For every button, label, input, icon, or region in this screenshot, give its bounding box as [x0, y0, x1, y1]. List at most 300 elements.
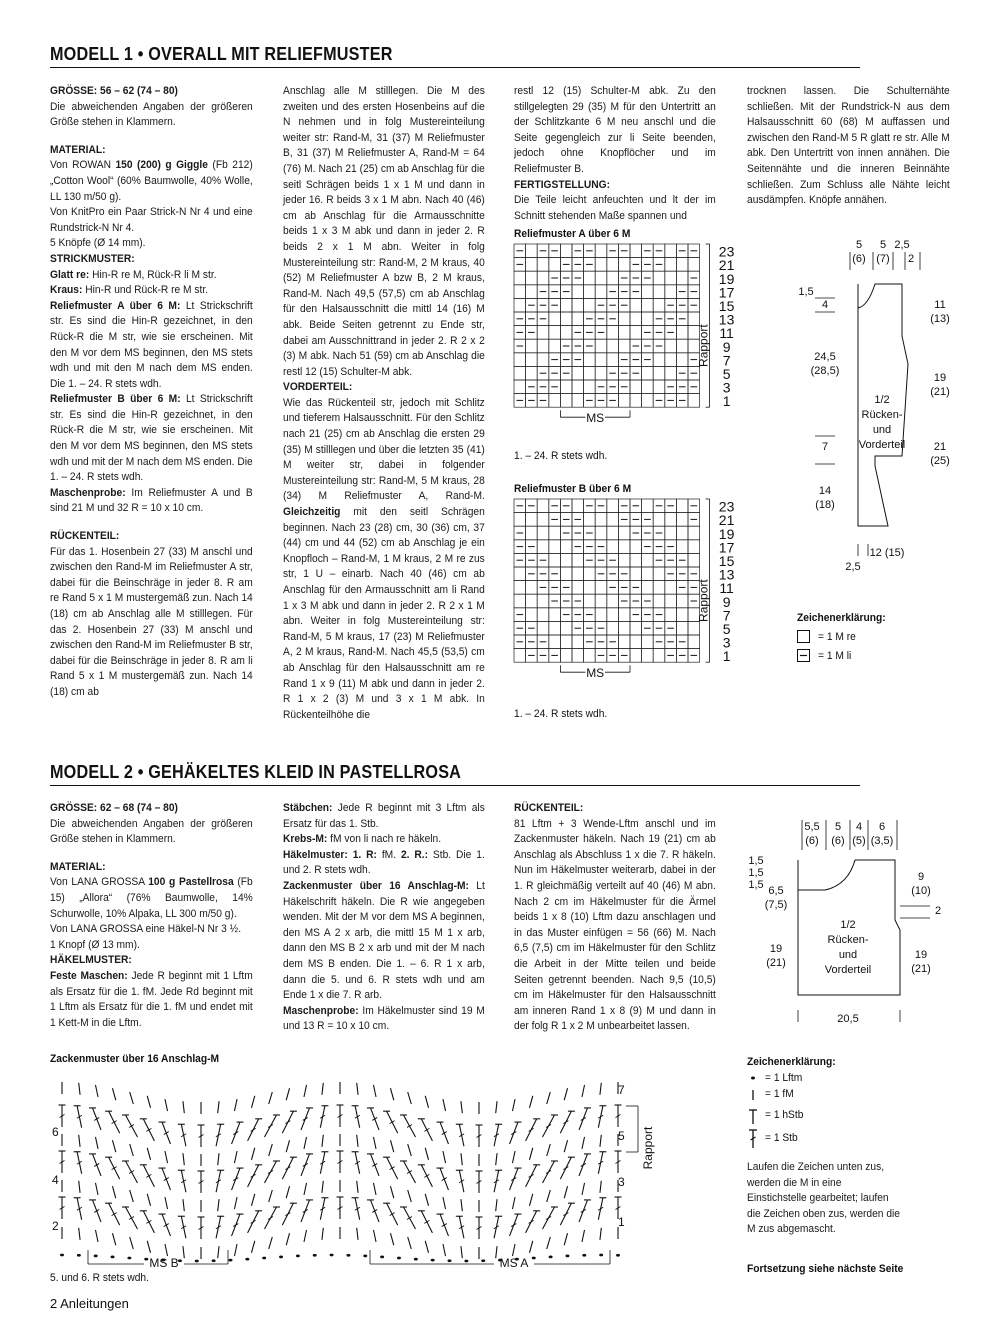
- text: Hin-R und Rück-R re M str.: [82, 284, 209, 297]
- sc-stitch: [218, 1199, 219, 1211]
- row-number: 11: [719, 325, 734, 342]
- text: 1 Knopf (Ø 13 mm).: [50, 938, 140, 951]
- paragraph: [747, 84, 950, 209]
- sc-stitch: [269, 1144, 273, 1156]
- text: Im Häkelmuster sind 19 M und 13 R = 10 x 10 cm.: [283, 1004, 485, 1033]
- paragraph: [50, 545, 253, 701]
- ms-a-label: MS A: [499, 1256, 529, 1270]
- chart-cell: [665, 244, 677, 258]
- paragraph: [283, 801, 485, 832]
- text: mit den seitl Schrägen beginnen. Nach 23 (28) cm, 30 (36) cm, 37 (44) cm und 44 (52) cm ab Anschlag je ein Knopfloch – Rand-M, 1 M kraus, 2 M re zus str, 1 U – einarb. Nach 40 (46) cm ab Anschlag für den Armausschnitt am li Rand 1 x 3 M abk und dann in jeder 2. R 2 x 1 M abn. Weiter in folg Mustereinteilung str: Rand-M, 5 M kraus, 17 (23) M Reliefmuster A, 2 M kraus, Rand-M. Nach 45,5 (53,5) cm ab Anschlag für den Halsausschnitt am re Rand 1 x 9 (11) M abk und dann in jeder 2. R 1 x 2 (3) M und 3 x 1 M abk. In Rückenteilhöhe die: [283, 506, 485, 721]
- chart-cell: [665, 339, 677, 353]
- bold-text: Maschenprobe:: [50, 486, 126, 499]
- text: restl 12 (15) Schulter-M abk. Zu den stillgelegten 29 (35) M für den Untertritt an der Schlitzkante 6 M neu anschl und die Seite gegengleich zur li Seite beenden, jedoch ohne Knopflöcher und im Reliefmuster B.: [514, 85, 716, 175]
- paragraph: [50, 922, 253, 938]
- ms-b-label: MS B: [149, 1256, 179, 1270]
- chart-cell: [560, 635, 572, 649]
- chart-cell: [607, 540, 619, 554]
- chart-cell: [526, 608, 538, 622]
- sc-stitch: [304, 1230, 307, 1242]
- dim-label: 4: [855, 821, 863, 833]
- row-number: 13: [718, 311, 735, 328]
- chart-cell: [514, 594, 526, 608]
- sc-stitch: [322, 1181, 323, 1193]
- chart-cell: [642, 567, 654, 581]
- chart-cell: [595, 339, 607, 353]
- chart-cell: [688, 258, 700, 272]
- chart-cell: [653, 380, 665, 394]
- paragraph: [50, 84, 253, 100]
- chart-cell: [560, 394, 572, 408]
- sc-stitch: [147, 1148, 150, 1160]
- chart-cell: [688, 312, 700, 326]
- modell2-column-3: [514, 801, 716, 1035]
- sc-stitch: [234, 1151, 237, 1163]
- chart-cell: [653, 366, 665, 380]
- chain-stitch: [431, 1259, 435, 1262]
- chart-cell: [688, 394, 700, 408]
- chart-cell: [526, 285, 538, 299]
- sc-stitch: [600, 1083, 601, 1095]
- row-number: 15: [718, 553, 735, 569]
- row-number-left: 4: [52, 1173, 59, 1187]
- legend1-symbols: [797, 630, 811, 664]
- sc-stitch: [512, 1099, 515, 1111]
- sc-stitch: [564, 1233, 567, 1245]
- chain-stitch: [212, 1259, 216, 1262]
- text: (Fb 15) „Allora“ (76% Baumwolle, 14% Schurwolle, 10% Alpaka, LL 300 m/50 g).: [50, 876, 253, 920]
- chart-cell: [618, 326, 630, 340]
- paragraph: [514, 84, 716, 178]
- chain-stitch: [228, 1259, 232, 1262]
- text: Hin-R re M, Rück-R li M str.: [89, 268, 217, 281]
- chart-cell: [642, 499, 654, 513]
- chain-stitch: [599, 1254, 603, 1257]
- dim-label: 21: [933, 441, 947, 453]
- text: 81 Lftm + 3 Wende-Lftm anschl und im Zackenmuster häkeln. Nach 19 (21) cm ab Anschlag als Abschluss 1 x die 7. R häkeln. Nun im Häkelmuster weiterarb, dabei in der 1. R gleichmäßig verteilt auf 40 (46) M abn. Nach 2 cm im Häkelmuster für die Ärmel beids 1 x 8 (10) Lftm dazu anschlagen und in das Muster einfügen = 56 (66) M. Nach 6,5 (7,5) cm im Häkelmuster für den Schlitz die Arbeit in der Mitte teilen und beide Seiten getrennt beenden. Nach 9,5 (10,5) cm im Häkelmuster für den Halsausschnitt am inneren Rand 1 x 8 (9) M und dann in der folg R 1 x 2 M unbearbeitet lassen.: [514, 817, 716, 1033]
- sc-stitch: [547, 1144, 551, 1156]
- chart-cell: [526, 581, 538, 595]
- sc-stitch: [183, 1199, 184, 1211]
- paragraph: [50, 283, 253, 299]
- bold-text: Stäbchen:: [283, 802, 333, 814]
- legend1-title: Zeichenerklärung:: [797, 612, 886, 624]
- chart-cell: [584, 594, 596, 608]
- chart-cell: [537, 540, 549, 554]
- text: Von LANA GROSSA: [50, 876, 149, 889]
- chain-stitch: [582, 1254, 586, 1257]
- chart-cell: [665, 271, 677, 285]
- chart-cell: [676, 339, 688, 353]
- chart-cell: [618, 540, 630, 554]
- sc-stitch: [286, 1088, 289, 1100]
- text: Wie das Rückenteil str, jedoch mit Schlitz und tieferem Halsausschnitt. Für den Schlitz nach 21 (25) cm ab Anschlag die ersten 29 (35) M stilllegen und über die letzten 35 (41) M weiter str, dabei in folgender Mustereinteilung str: Rand-M, 5 M kraus, 28 (34) M Reliefmuster A, Rand-M.: [283, 396, 485, 503]
- chain-stitch: [296, 1254, 300, 1257]
- chart-cell: [572, 499, 584, 513]
- chart-cell: [549, 526, 561, 540]
- paragraph: [283, 396, 485, 723]
- text: Anschlag alle M stilllegen. Die M des zweiten und des ersten Hosenbeins auf die N nehmen und in folg Mustereinteilung weiter str: Rand-M, 31 (37) M Reliefmuster B, 31 (37) M Reliefmuster A, Rand-M = 64 (76) M. Nach 21 (25) cm ab Anschlag für die seitl Schrägen beids 1 x 1 M und dann in jeder 16. R beids 3 x 1 M abn. Nach 40 (46) cm ab Anschlag für die Armausschnitte beids 1 x 3 M abk und dann in jeder 2. R beids 2 x 1 M abn. Weiter in folg Mustereinteilung str: Rand-M, 2 M kraus, 40 (52) M Reliefmuster A bzw B, 2 M kraus, Rand-M. Nach 49,5 (57,5) cm ab Anschlag für den Halsausschnitt die mittl 14 (16) M abk. Beide Seiten getrennt zu Ende str, dabei am Ausschnittrand in jeder 2. R 2 x 2 (3) M abk. Nach 51 (59) cm ab Anschlag die restl 12 (15) Schulter-M abk.: [283, 85, 485, 378]
- chain-stitch: [94, 1254, 98, 1257]
- sc-stitch: [443, 1197, 446, 1209]
- chart-cell: [676, 326, 688, 340]
- sc-stitch: [165, 1099, 168, 1111]
- paragraph: [50, 268, 253, 284]
- chain-stitch: [464, 1260, 468, 1263]
- chart-cell: [642, 312, 654, 326]
- paragraph: [283, 832, 485, 848]
- sc-stitch: [322, 1228, 323, 1240]
- chart-cell: [653, 513, 665, 527]
- chart-cell: [618, 312, 630, 326]
- dim-label: 2: [907, 253, 915, 265]
- chart-cell: [665, 608, 677, 622]
- center-label: Vorderteil: [858, 439, 906, 451]
- chart-cell: [526, 258, 538, 272]
- continue-note: Fortsetzung siehe nächste Seite: [747, 1263, 904, 1275]
- sc-stitch: [130, 1144, 134, 1156]
- chain-stitch: [363, 1254, 367, 1257]
- paragraph: [50, 938, 253, 954]
- dim-label: (18): [815, 499, 835, 511]
- chart-cell: [514, 567, 526, 581]
- sc-stitch: [461, 1101, 462, 1113]
- sc-stitch: [443, 1099, 446, 1111]
- crochet-note: 5. und 6. R stets wdh.: [50, 1272, 149, 1284]
- chart-cell: [514, 380, 526, 394]
- bold-text: Häkelmuster: 1. R:: [283, 848, 377, 861]
- text: Von LANA GROSSA eine Häkel-N Nr 3 ½.: [50, 923, 242, 936]
- chart-cell: [676, 526, 688, 540]
- paragraph: [50, 529, 253, 545]
- bold-text: Zackenmuster über 16 Anschlag-M:: [283, 879, 469, 892]
- chain-stitch: [127, 1257, 131, 1260]
- sc-stitch: [183, 1101, 184, 1113]
- sc-stitch: [496, 1153, 497, 1165]
- legend2-title: Zeichenerklärung:: [747, 1056, 836, 1068]
- chain-stitch: [245, 1258, 249, 1261]
- sc-stitch: [600, 1228, 601, 1240]
- chart-cell: [537, 513, 549, 527]
- dim-label: 2,5: [894, 239, 910, 251]
- dim-label: (3,5): [870, 835, 894, 847]
- chart-cell: [607, 353, 619, 367]
- chart-cell: [676, 594, 688, 608]
- sc-stitch: [600, 1135, 601, 1147]
- chain-stitch: [481, 1259, 485, 1262]
- chart-cell: [607, 258, 619, 272]
- sc-stitch: [112, 1186, 115, 1198]
- chart-cell: [642, 380, 654, 394]
- chart-cell: [514, 513, 526, 527]
- chart-cell: [526, 244, 538, 258]
- paragraph: [50, 860, 253, 876]
- chart-cell: [560, 540, 572, 554]
- sc-stitch: [147, 1194, 150, 1206]
- sc-stitch: [425, 1148, 428, 1160]
- chain-stitch: [330, 1254, 334, 1257]
- sc-stitch: [443, 1151, 446, 1163]
- sc-stitch: [165, 1151, 168, 1163]
- bold-text: MATERIAL:: [50, 860, 106, 873]
- sc-stitch: [357, 1181, 358, 1193]
- sc-stitch: [564, 1140, 567, 1152]
- sc-stitch: [390, 1088, 393, 1100]
- chart-cell: [584, 581, 596, 595]
- chart-cell: [595, 353, 607, 367]
- chart-cell: [618, 394, 630, 408]
- dim-label: (28,5): [810, 365, 840, 377]
- chart-cell: [549, 553, 561, 567]
- chart-cell: [688, 526, 700, 540]
- dim-label: 14: [818, 485, 832, 497]
- text: 5 Knöpfe (Ø 14 mm).: [50, 237, 146, 250]
- text: trocknen lassen. Die Schulternähte schließen. Mit der Rundstrick-N aus dem Halsausschnitt 60 (68) M auffassen und zwischen den Rand-M 5 R glatt re str. Alle M abk. Den Untertritt von innen annähen. Die Seitennähte und die inneren Beinnähte schließen. Zum Schluss alle Nähte leicht ausdämpfen. Knöpfe annähen.: [747, 85, 950, 207]
- sc-stitch: [461, 1199, 462, 1211]
- chart-cell: [688, 540, 700, 554]
- dim-label: 2,5: [845, 561, 861, 573]
- text: Lt Häkelschrift häkeln. Die R wie angegeben wenden. Mit der M vor dem MS A beginnen, den MS A 2 x arb, die mittl 15 M 1 x arb, dann den MS B 2 x arb und mit der M nach dem MS B enden. Die 1. – 6. R 1 x arb, dann die 5. und 6. R stets wdh und am Ende 1 x die 7. R arb.: [283, 879, 485, 1002]
- dim-label: 19: [914, 949, 928, 961]
- chart-cell: [572, 312, 584, 326]
- dim-label: 4: [821, 299, 829, 311]
- sc-stitch: [130, 1190, 134, 1202]
- chart-cell: [618, 608, 630, 622]
- dim-label: 1,5: [748, 855, 764, 867]
- chain-stitch: [414, 1258, 418, 1261]
- dim-label: 24,5: [814, 351, 836, 363]
- chart-cell: [572, 635, 584, 649]
- sc-stitch: [286, 1140, 289, 1152]
- row-number-right: 1: [618, 1215, 625, 1229]
- chart-cell: [618, 635, 630, 649]
- chart-cell: [630, 635, 642, 649]
- row-number: 7: [722, 352, 731, 369]
- sc-stitch: [529, 1194, 532, 1206]
- paragraph: [283, 848, 485, 879]
- bold-text: GRÖSSE: 56 – 62 (74 – 80): [50, 85, 178, 97]
- crochet-chart-title: Zackenmuster über 16 Anschlag-M: [50, 1053, 220, 1065]
- chart-cell: [630, 567, 642, 581]
- chart-cell: [537, 258, 549, 272]
- chart-cell: [642, 366, 654, 380]
- chart-cell: [595, 285, 607, 299]
- row-number-right: 7: [618, 1083, 625, 1097]
- text: Stb. Die 1. und 2. R stets wdh.: [283, 848, 485, 877]
- sc-stitch: [582, 1085, 585, 1097]
- chart-cell: [595, 594, 607, 608]
- chart-cell: [595, 526, 607, 540]
- chart-cell: [572, 366, 584, 380]
- chart-cell: [526, 366, 538, 380]
- sc-stitch: [286, 1186, 289, 1198]
- page-number: 2: [50, 1296, 58, 1311]
- sc-stitch: [582, 1183, 585, 1195]
- legend1-item-1: = 1 M re: [818, 631, 856, 643]
- chain-stitch: [549, 1255, 553, 1258]
- paragraph: [50, 817, 253, 848]
- chain-stitch: [77, 1254, 81, 1257]
- chain-stitch-icon: [751, 1077, 755, 1080]
- sc-stitch: [79, 1228, 80, 1240]
- sc-stitch: [547, 1237, 551, 1249]
- chart-cell: [584, 353, 596, 367]
- sc-stitch: [408, 1144, 412, 1156]
- center-label: 1/2: [840, 919, 856, 931]
- crochet-chart: [48, 1068, 668, 1274]
- knit-right-icon: [798, 631, 810, 643]
- chart-cell: [618, 526, 630, 540]
- sc-stitch: [496, 1101, 497, 1113]
- bold-text: Gleichzeitig: [283, 506, 341, 519]
- chart-cell: [607, 513, 619, 527]
- bold-text: Kraus:: [50, 284, 83, 297]
- chart-cell: [676, 271, 688, 285]
- chart-cell: [537, 499, 549, 513]
- chain-stitch: [195, 1260, 199, 1263]
- row-number: 11: [719, 580, 734, 597]
- chart-b-title: Reliefmuster B über 6 M: [514, 483, 632, 495]
- paragraph: [50, 969, 253, 1031]
- legend2-item-4: = 1 Stb: [765, 1132, 798, 1144]
- chart-cell: [665, 581, 677, 595]
- sc-stitch: [564, 1088, 567, 1100]
- chart-a-note: 1. – 24. R stets wdh.: [514, 450, 608, 462]
- chart-cell: [618, 621, 630, 635]
- chart-cell: [688, 635, 700, 649]
- sc-stitch: [234, 1197, 237, 1209]
- chart-cell: [560, 649, 572, 663]
- chain-stitch: [397, 1257, 401, 1260]
- paragraph: [50, 100, 253, 131]
- bold-text: 150 (200) g Giggle: [115, 159, 208, 172]
- row-number: 21: [718, 257, 735, 274]
- sc-stitch: [218, 1153, 219, 1165]
- bold-text: VORDERTEIL:: [283, 381, 353, 394]
- chart-cell: [560, 312, 572, 326]
- sc-stitch: [95, 1230, 98, 1242]
- chart-cell: [642, 285, 654, 299]
- row-number: 5: [722, 621, 731, 637]
- dim-label: 2: [934, 905, 942, 917]
- chart-cell: [607, 339, 619, 353]
- row-number: 5: [722, 366, 731, 382]
- chart-cell: [560, 567, 572, 581]
- chart-cell: [630, 380, 642, 394]
- dim-label: 1,5: [748, 867, 764, 879]
- bold-text: Glatt re:: [50, 268, 90, 281]
- chart-cell: [537, 326, 549, 340]
- page-footer: [50, 1296, 129, 1311]
- chart-cell: [630, 298, 642, 312]
- paragraph: [50, 252, 253, 268]
- bold-text: GRÖSSE: 62 – 68 (74 – 80): [50, 802, 178, 814]
- chart-cell: [642, 635, 654, 649]
- bold-text: RÜCKENTEIL:: [50, 530, 120, 543]
- center-label: Rücken-: [827, 934, 869, 946]
- bold-text: FERTIGSTELLUNG:: [514, 178, 611, 191]
- text: Lt Strickschrift str. Es sind die Hin-R gezeichnet, in den Rück-R die M str, wie sie erscheinen. Mit den M vor dem MS beginnen, den MS stets wdh und mit den M nach dem MS enden. Die 1. – 24. R stets wdh.: [50, 299, 253, 390]
- paragraph: [514, 817, 716, 1035]
- sc-stitch: [322, 1135, 323, 1147]
- chart-cell: [595, 513, 607, 527]
- chart-cell: [676, 499, 688, 513]
- chain-stitch: [532, 1257, 536, 1260]
- sc-stitch: [512, 1244, 515, 1256]
- chart-cell: [549, 394, 561, 408]
- chart-cell: [618, 339, 630, 353]
- chart-cell: [607, 526, 619, 540]
- sc-stitch: [461, 1153, 462, 1165]
- sc-stitch: [95, 1137, 98, 1149]
- chart-cell: [642, 649, 654, 663]
- dim-label: (6): [805, 835, 819, 847]
- chart-cell: [595, 608, 607, 622]
- chart-cell: [653, 285, 665, 299]
- chart-cell: [549, 258, 561, 272]
- chart-cell: [688, 553, 700, 567]
- bold-text: Krebs-M:: [283, 833, 328, 846]
- row-number: 23: [718, 243, 735, 260]
- chain-stitch: [279, 1255, 283, 1258]
- paragraph: [50, 801, 253, 817]
- sc-stitch: [373, 1137, 376, 1149]
- rapport-label: Rapport: [696, 324, 711, 367]
- bold-text: Reliefmuster A über 6 M:: [50, 299, 181, 312]
- legend2-note: Laufen die Zeichen unten zus, werden die M in eine Einstichstelle gearbeitet; laufen die Zeichen oben zus, werden die M zus abgemascht.: [747, 1161, 900, 1236]
- chart-cell: [537, 608, 549, 622]
- dim-label: 19: [769, 943, 783, 955]
- dim-label: (6): [852, 253, 866, 265]
- chart-cell: [584, 366, 596, 380]
- sc-stitch: [304, 1137, 307, 1149]
- row-number: 17: [718, 539, 735, 556]
- text: fM.: [376, 848, 401, 861]
- text: Von ROWAN: [50, 159, 116, 172]
- dress-schematic: [740, 810, 970, 1040]
- knit-chart-a: [514, 244, 754, 454]
- chart-cell: [607, 271, 619, 285]
- modell1-column-2: [283, 84, 485, 723]
- dim-label: (21): [911, 963, 931, 975]
- chart-cell: [572, 394, 584, 408]
- row-number: 3: [722, 634, 731, 651]
- chart-cell: [642, 581, 654, 595]
- chart-cell: [618, 553, 630, 567]
- sc-stitch: [512, 1151, 515, 1163]
- chart-cell: [549, 540, 561, 554]
- paragraph: [50, 158, 253, 205]
- sc-stitch: [304, 1183, 307, 1195]
- dim-label: 12 (15): [869, 547, 905, 559]
- row-number: 21: [718, 512, 735, 529]
- dim-label: 11: [934, 299, 946, 311]
- chart-cell: [584, 285, 596, 299]
- sc-stitch: [79, 1181, 80, 1193]
- ms-label: MS: [586, 411, 605, 426]
- sc-stitch: [183, 1246, 184, 1258]
- row-number: 17: [718, 284, 735, 301]
- chart-cell: [514, 366, 526, 380]
- sc-stitch: [529, 1096, 532, 1108]
- sc-stitch: [130, 1092, 134, 1104]
- paragraph: [50, 205, 253, 236]
- chart-cell: [584, 513, 596, 527]
- chart-cell: [526, 339, 538, 353]
- chart-cell: [549, 635, 561, 649]
- chart-cell: [653, 298, 665, 312]
- sc-stitch: [234, 1099, 237, 1111]
